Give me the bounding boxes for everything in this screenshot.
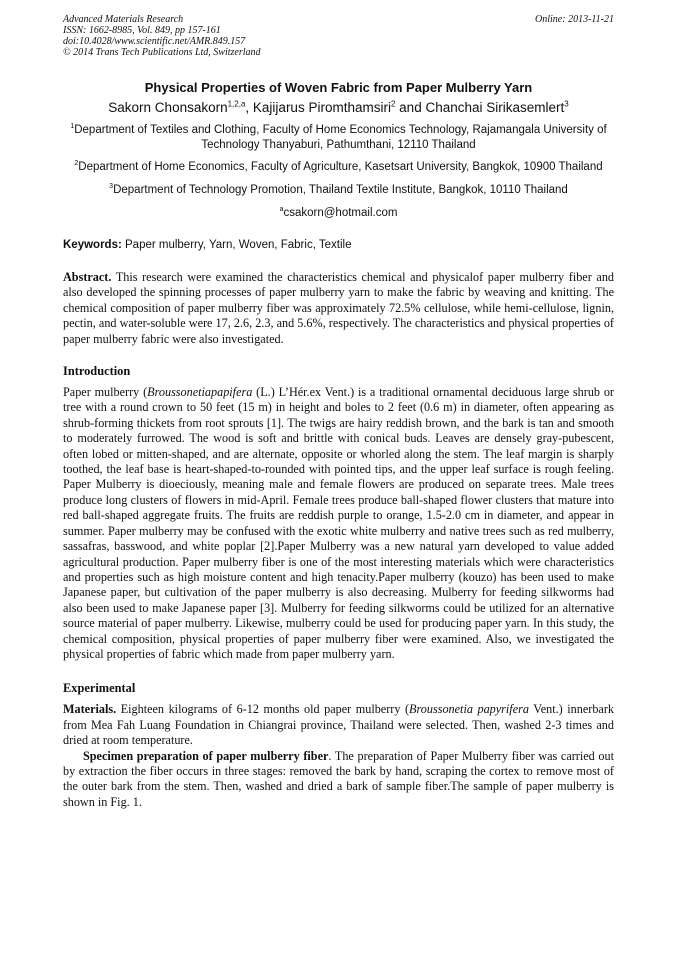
journal-name: Advanced Materials Research bbox=[63, 14, 184, 25]
online-date: Online: 2013-11-21 bbox=[535, 14, 614, 25]
doi-line: doi:10.4028/www.scientific.net/AMR.849.157 bbox=[63, 36, 246, 47]
intro-text: (L.) L’Hér.ex Vent.) is a traditional ornamental deciduous large shrub or tree with a round crown to 50 feet (15 m) in height and boles to 2 feet (0.6 m) in diameter, often appearing as shrub-forming thickets from root sprouts [1]. The twigs are hairy reddish brown, and the bark is tan and smooth to moderately furrowed. The wood is soft and brittle with conical buds. Leaves are densely gray-pubescent, often lobed or mitten-shaped, and are alternate, opposite or whorled along the stem. The leaf margin is sharply toothed, the leaf base is heart-shaped-to-rounded with pointed tips, and the upper leaf surface is rough feeling. Paper Mulberry is dioeciously, meaning male and female flowers are produced on separate trees. Male trees produce long clusters of flowers in mid-April. Female trees produce ball-shaped flower clusters that mature into red ball-shaped aggregate fruits. The fruits are reddish purple to orange, 1.5-2.0 cm in diameter, and appear in summer. Paper mulberry may be confused with the exotic white mulberry and native trees such as red mulberry, sassafras, basswood, and white poplar [2].Paper Mulberry was a new natural yarn developed to value added agricultural production. Paper mulberry fiber is one of the most interesting materials which were characteristics and properties such as high moisture content and high tenacity.Paper mulberry (kouzo) has been used to make Japanese paper, but cultivation of the paper mulberry is also decreasing. Mulberry for feeding silkworms had also been used to make Japanese paper [3]. Mulberry for feeding silkworms could be utilized for an alternative source material of paper mulberry. Likewise, mulberry could be used for producing paper yarn. In this study, the chemical composition, physical properties of paper mulberry fiber were examined. Also, we investigated the physical properties of fabric which made from paper mulberry yarn. bbox=[63, 385, 614, 661]
author-name: Kajijarus Piromthamsiri bbox=[252, 100, 391, 115]
materials-text: Eighteen kilograms of 6-12 months old paper mulberry ( bbox=[116, 702, 410, 717]
paper-title: Physical Properties of Woven Fabric from Paper Mulberry Yarn bbox=[144, 80, 533, 95]
keywords-label: Keywords: bbox=[63, 239, 122, 251]
species-name: Broussonetia papyrifera bbox=[409, 702, 529, 717]
materials-label: Materials. bbox=[63, 702, 117, 717]
abstract bbox=[63, 270, 614, 347]
author-sup: 3 bbox=[564, 99, 569, 109]
author-name: Sakorn Chonsakorn bbox=[108, 100, 228, 115]
specimen-paragraph bbox=[63, 749, 614, 811]
affiliation-sup: 1 bbox=[70, 123, 75, 131]
specimen-text: . The preparation of Paper Mulberry fiber was carried out by extraction the fiber occurs in three stages: removed the bark by hand, scraping the cortex to remove most of the outer bark from the stem. Then, washed and dried a bark of sample fiber.The sample of paper mulberry is shown in Fig. 1. bbox=[63, 748, 614, 809]
author-sup: 1,2,a bbox=[227, 99, 246, 109]
introduction-heading: Introduction bbox=[63, 364, 131, 379]
keywords-text: Paper mulberry, Yarn, Woven, Fabric, Textile bbox=[125, 239, 352, 251]
materials-text: Vent.) innerbark from Mea Fah Luang Foundation in Chiangrai province, Thailand were selected. Then, washed 2-3 times and dried at room temperature. bbox=[63, 702, 614, 748]
materials-paragraph bbox=[63, 702, 614, 748]
affiliation-text: Department of Textiles and Clothing, Faculty of Home Economics Technology, Rajamangala University of Technology Thanyaburi, Pathumthani, 12110 Thailand bbox=[74, 124, 607, 151]
introduction-paragraph bbox=[63, 385, 614, 662]
journal-header bbox=[63, 14, 614, 58]
affiliation-2 bbox=[63, 160, 614, 175]
affiliation-text: Department of Technology Promotion, Thailand Textile Institute, Bangkok, 10110 Thailand bbox=[113, 184, 568, 196]
copyright-line: © 2014 Trans Tech Publications Ltd, Switzerland bbox=[63, 47, 261, 58]
issn-line: ISSN: 1662-8985, Vol. 849, pp 157-161 bbox=[63, 25, 221, 36]
intro-text: Paper mulberry ( bbox=[63, 385, 148, 400]
affiliation-3 bbox=[63, 183, 614, 198]
keywords bbox=[63, 238, 614, 252]
email-line bbox=[63, 206, 614, 221]
author-sup: 2 bbox=[390, 99, 396, 109]
affiliation-text: Department of Home Economics, Faculty of Agriculture, Kasetsart University, Bangkok, 10900 Thailand bbox=[78, 161, 603, 173]
author-sep: , bbox=[245, 100, 253, 115]
experimental-heading: Experimental bbox=[63, 681, 136, 696]
author-list bbox=[63, 99, 614, 117]
abstract-text: This research were examined the characteristics chemical and physicalof paper mulberry fiber and also developed the spinning processes of paper mulberry yarn to make the fabric by weaving and knitting. The chemical composition of paper mulberry fiber was approximately 72.5% cellulose, while hemi-cellulose, lignin, pectin, and water-soluble were 17, 2.6, 2.3, and 5.6%, respectively. The characteristics and physical properties of paper mulberry fabric were also investigated. bbox=[63, 270, 615, 346]
affiliation-sup: 3 bbox=[109, 183, 114, 191]
specimen-label: Specimen preparation of paper mulberry fiber bbox=[83, 748, 329, 763]
abstract-label: Abstract. bbox=[63, 270, 112, 284]
species-name: Broussonetiapapifera bbox=[147, 385, 253, 400]
affiliation-1 bbox=[63, 123, 614, 153]
paper-page bbox=[63, 14, 614, 810]
email-sup: a bbox=[279, 206, 284, 214]
author-name: Chanchai Sirikasemlert bbox=[425, 100, 565, 115]
author-sep: and bbox=[395, 100, 426, 115]
affiliation-sup: 2 bbox=[74, 160, 79, 168]
email-address: csakorn@hotmail.com bbox=[283, 207, 398, 219]
